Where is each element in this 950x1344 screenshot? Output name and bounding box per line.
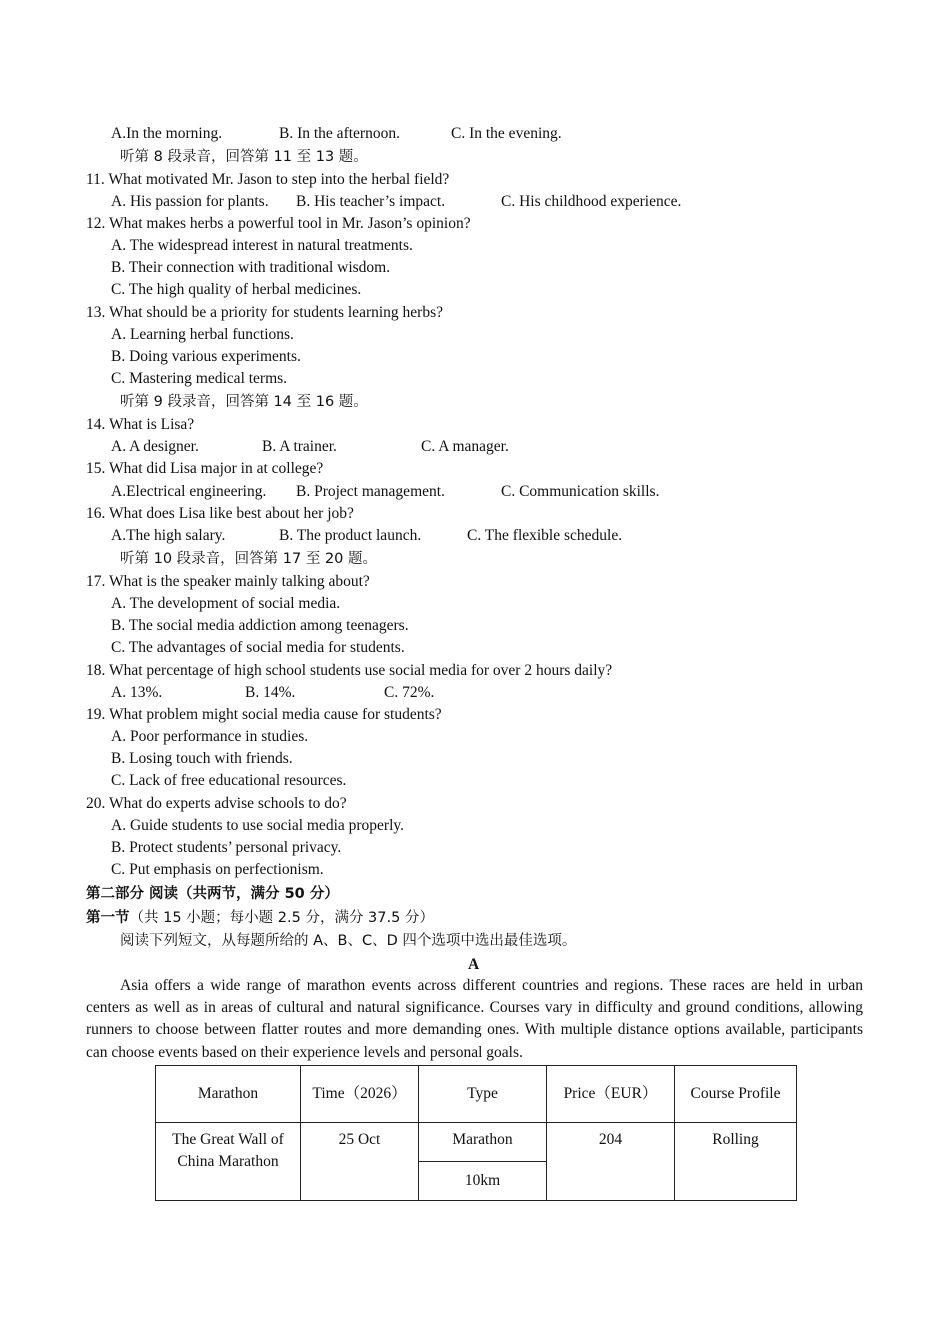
q11-option-c: C. His childhood experience. bbox=[501, 193, 682, 210]
question-11: 11. What motivated Mr. Jason to step into the herbal field? bbox=[86, 171, 450, 188]
header-price: Price（EUR） bbox=[547, 1066, 675, 1123]
q20-option-b: B. Protect students’ personal privacy. bbox=[111, 839, 342, 856]
question-14: 14. What is Lisa? bbox=[86, 416, 195, 433]
q16-option-a: A.The high salary. bbox=[111, 527, 226, 544]
q13-option-b: B. Doing various experiments. bbox=[111, 348, 301, 365]
q19-option-c: C. Lack of free educational resources. bbox=[111, 772, 347, 789]
q15-option-c: C. Communication skills. bbox=[501, 483, 660, 500]
header-time: Time（2026） bbox=[301, 1066, 419, 1123]
cell-price: 204 bbox=[547, 1123, 675, 1201]
table-header-row bbox=[156, 1066, 797, 1123]
passage-letter: A bbox=[468, 956, 480, 973]
q18-option-c: C. 72%. bbox=[384, 684, 435, 701]
q12-option-c: C. The high quality of herbal medicines. bbox=[111, 281, 362, 298]
question-15: 15. What did Lisa major in at college? bbox=[86, 460, 324, 477]
cell-type-marathon: Marathon bbox=[419, 1123, 547, 1162]
question-19: 19. What problem might social media cause for students? bbox=[86, 706, 442, 723]
q17-option-c: C. The advantages of social media for students. bbox=[111, 639, 405, 656]
section-one-heading bbox=[86, 907, 434, 929]
q11-option-b: B. His teacher’s impact. bbox=[296, 193, 446, 210]
question-17: 17. What is the speaker mainly talking about? bbox=[86, 573, 370, 590]
cell-marathon-name: The Great Wall of China Marathon bbox=[156, 1123, 301, 1201]
q17-option-a: A. The development of social media. bbox=[111, 595, 341, 612]
q10-option-c: C. In the evening. bbox=[451, 125, 562, 142]
question-18: 18. What percentage of high school students use social media for over 2 hours daily? bbox=[86, 662, 613, 679]
question-16: 16. What does Lisa like best about her job? bbox=[86, 505, 354, 522]
q10-option-b: B. In the afternoon. bbox=[279, 125, 400, 142]
q15-option-b: B. Project management. bbox=[296, 483, 445, 500]
q19-option-a: A. Poor performance in studies. bbox=[111, 728, 309, 745]
question-12: 12. What makes herbs a powerful tool in Mr. Jason’s opinion? bbox=[86, 215, 471, 232]
cell-type-10km: 10km bbox=[419, 1162, 547, 1201]
q10-option-a: A.In the morning. bbox=[111, 125, 223, 142]
question-20: 20. What do experts advise schools to do? bbox=[86, 795, 347, 812]
section-instruction-9: 听第 9 段录音，回答第 14 至 16 题。 bbox=[120, 394, 368, 410]
cell-time: 25 Oct bbox=[301, 1123, 419, 1201]
section-instruction-10: 听第 10 段录音，回答第 17 至 20 题。 bbox=[120, 551, 378, 567]
q13-option-c: C. Mastering medical terms. bbox=[111, 370, 288, 387]
q16-option-c: C. The flexible schedule. bbox=[467, 527, 623, 544]
q13-option-a: A. Learning herbal functions. bbox=[111, 326, 294, 343]
q14-option-c: C. A manager. bbox=[421, 438, 509, 455]
q17-option-b: B. The social media addiction among teenagers. bbox=[111, 617, 409, 634]
q18-option-a: A. 13%. bbox=[111, 684, 163, 701]
q12-option-b: B. Their connection with traditional wisdom. bbox=[111, 259, 391, 276]
header-type: Type bbox=[419, 1066, 547, 1123]
q20-option-c: C. Put emphasis on perfectionism. bbox=[111, 861, 324, 878]
section-one-label: 第一节 bbox=[86, 910, 130, 926]
q12-option-a: A. The widespread interest in natural treatments. bbox=[111, 237, 413, 254]
q19-option-b: B. Losing touch with friends. bbox=[111, 750, 293, 767]
q11-option-a: A. His passion for plants. bbox=[111, 193, 269, 210]
part-two-heading: 第二部分 阅读（共两节，满分 50 分） bbox=[86, 886, 339, 902]
marathon-table bbox=[155, 1065, 797, 1201]
table-row bbox=[156, 1123, 797, 1162]
header-marathon: Marathon bbox=[156, 1066, 301, 1123]
q16-option-b: B. The product launch. bbox=[279, 527, 422, 544]
q18-option-b: B. 14%. bbox=[245, 684, 296, 701]
section-one-scoring: （共 15 小题；每小题 2.5 分，满分 37.5 分） bbox=[129, 910, 434, 926]
question-13: 13. What should be a priority for students learning herbs? bbox=[86, 304, 443, 321]
q14-option-b: B. A trainer. bbox=[262, 438, 337, 455]
passage-a: Asia offers a wide range of marathon events across different countries and regions. These races are held in urban centers as well as in areas of cultural and natural significance. Courses vary in difficulty and ground conditions, allowing runners to choose between flatter routes and more demanding ones. With multiple distance options available, participants can choose events based on their experience levels and personal goals. bbox=[86, 977, 863, 1061]
section-instruction-8: 听第 8 段录音，回答第 11 至 13 题。 bbox=[120, 149, 368, 165]
q14-option-a: A. A designer. bbox=[111, 438, 199, 455]
header-course-profile: Course Profile bbox=[675, 1066, 797, 1123]
q15-option-a: A.Electrical engineering. bbox=[111, 483, 267, 500]
cell-course-profile: Rolling bbox=[675, 1123, 797, 1201]
reading-instruction: 阅读下列短文，从每题所给的 A、B、C、D 四个选项中选出最佳选项。 bbox=[120, 933, 577, 949]
q20-option-a: A. Guide students to use social media properly. bbox=[111, 817, 405, 834]
